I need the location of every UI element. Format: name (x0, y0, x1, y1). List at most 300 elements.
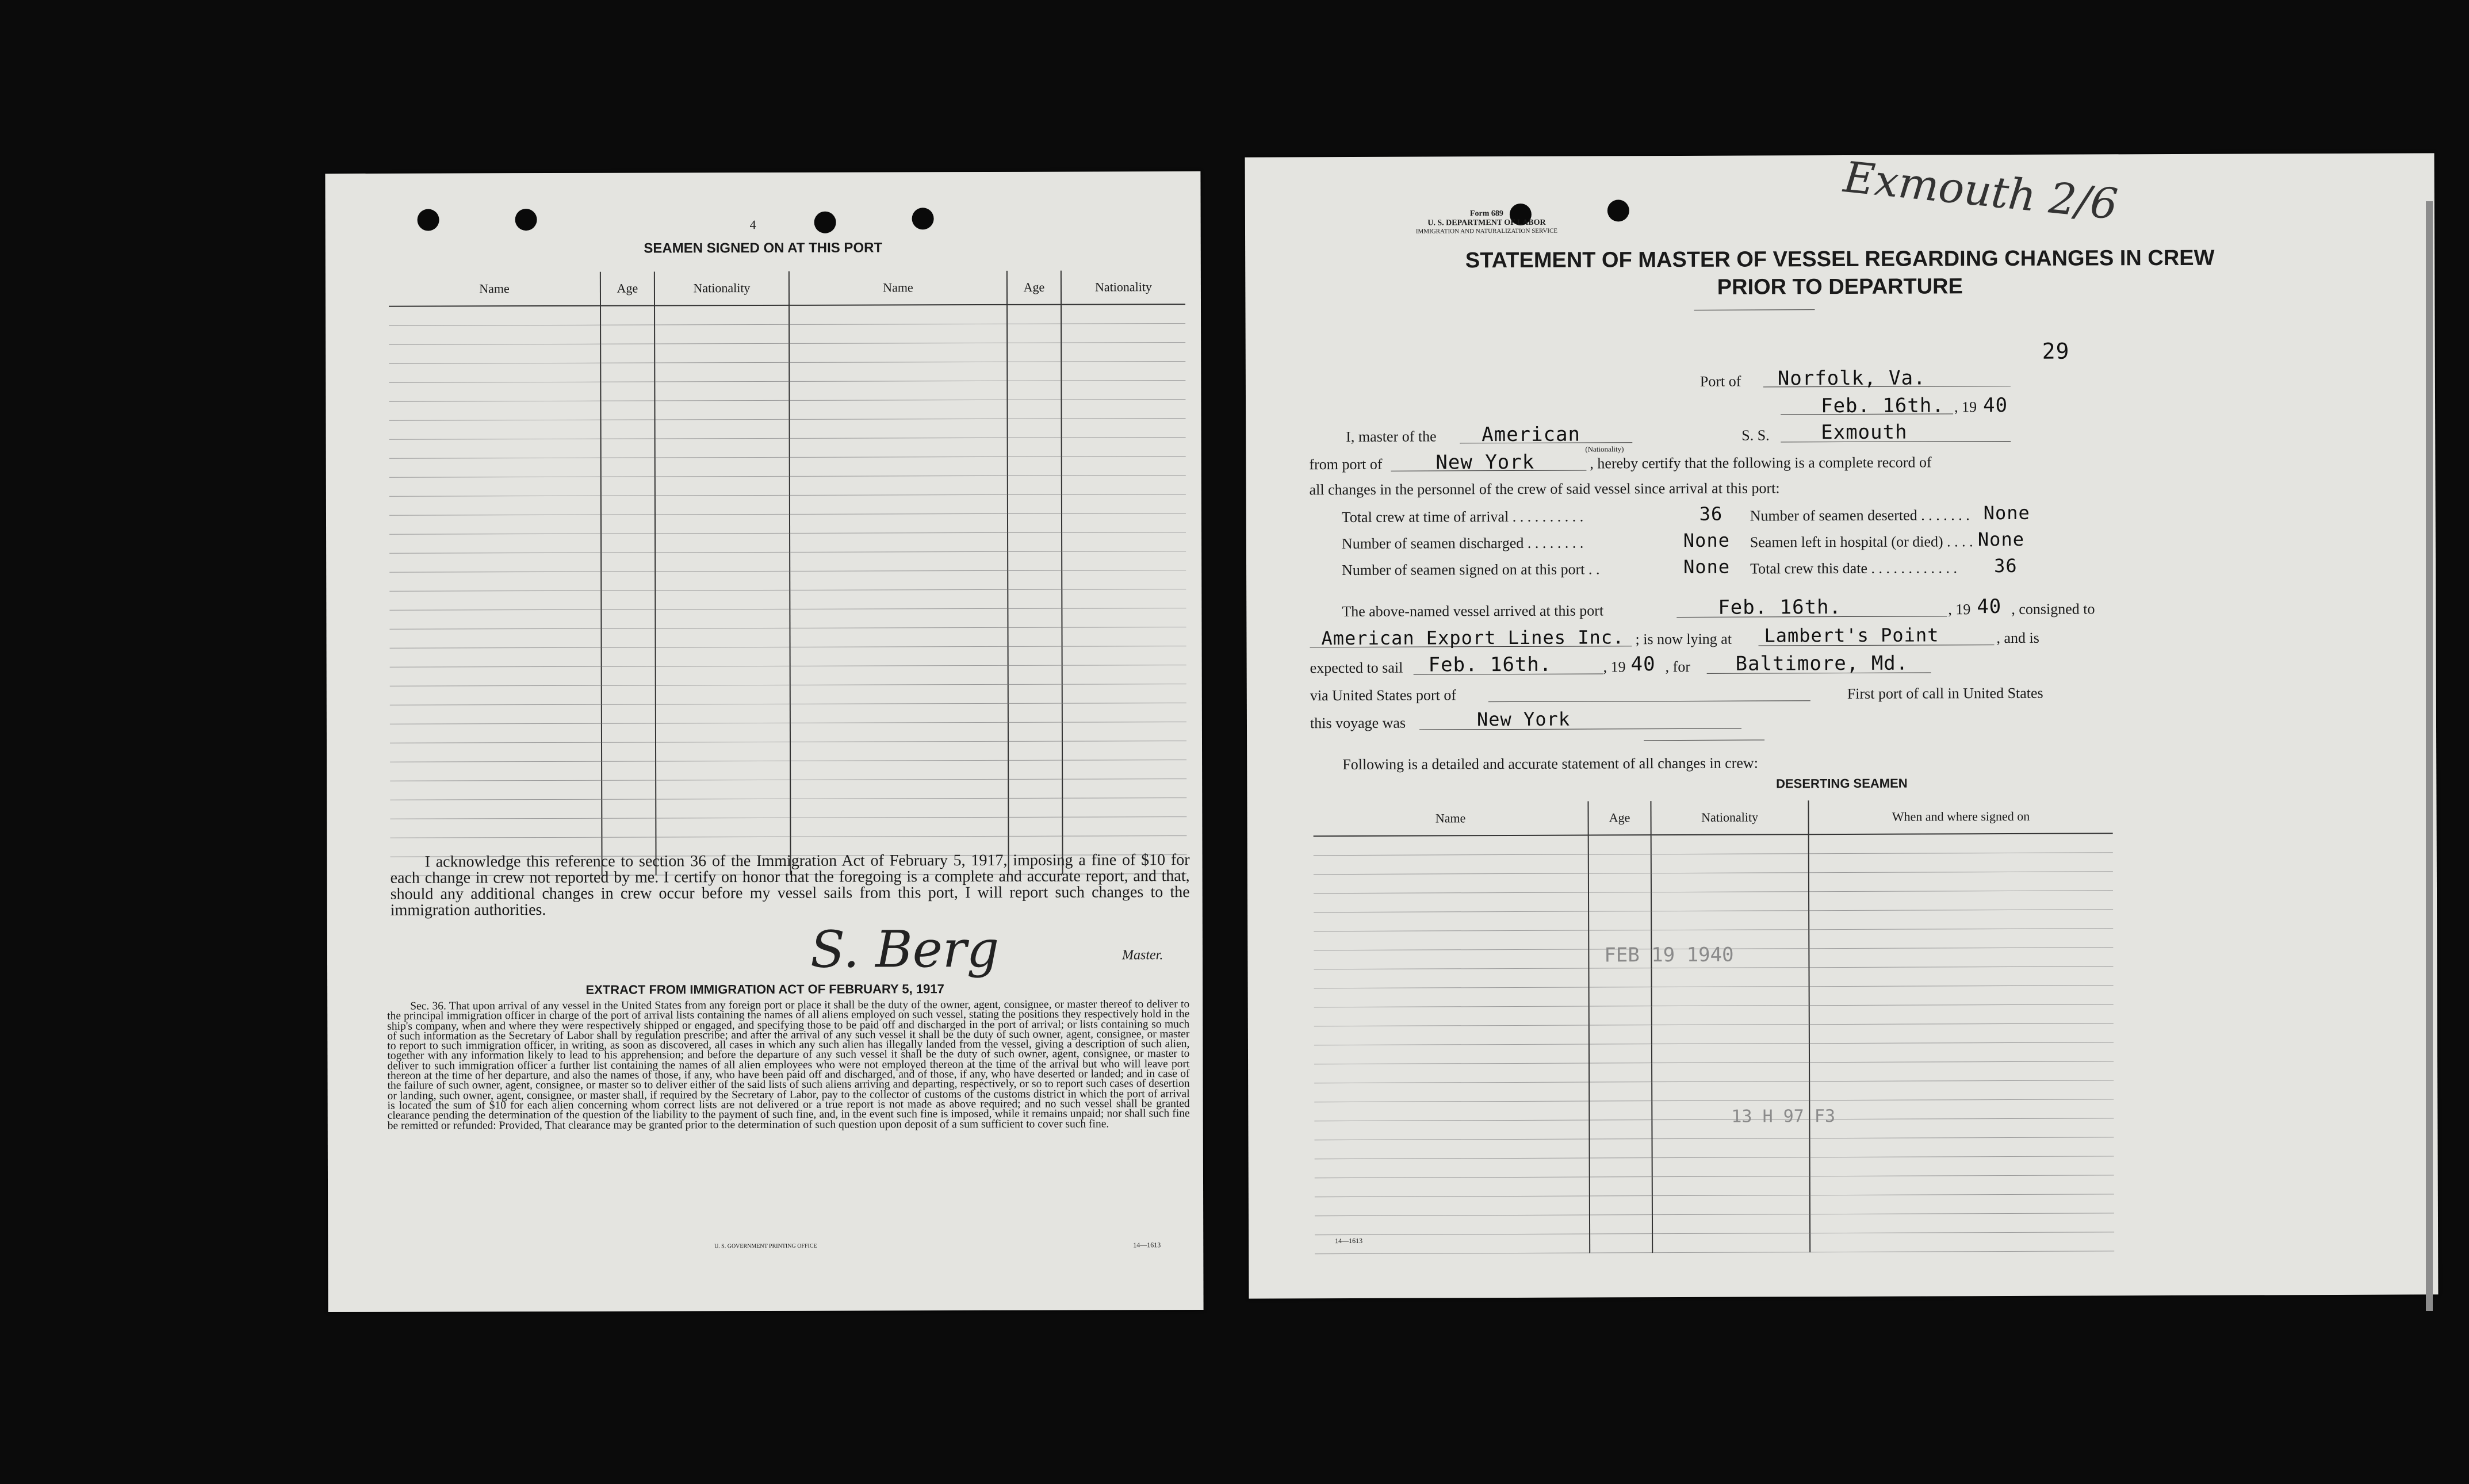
table-cell (1008, 646, 1062, 665)
table-cell (390, 723, 602, 743)
table-cell (1008, 589, 1062, 608)
signed-on-table (389, 270, 1187, 876)
table-cell (655, 552, 790, 572)
table-cell (1652, 987, 1809, 1006)
table-cell (389, 439, 601, 458)
table-cell (790, 589, 1008, 609)
table-cell (1315, 1139, 1590, 1159)
table-cell (1809, 1061, 2114, 1082)
table-cell (1008, 760, 1062, 779)
table-cell (1008, 817, 1062, 836)
punch-hole (515, 209, 537, 231)
table-cell (1588, 854, 1651, 873)
table-cell (790, 513, 1008, 533)
table-row (389, 457, 1186, 478)
table-cell (1589, 1101, 1652, 1120)
table-row (390, 760, 1186, 781)
table-cell (1314, 854, 1588, 875)
table-cell (1314, 930, 1588, 950)
table-row (389, 362, 1185, 383)
table-cell (1652, 1044, 1809, 1063)
table-row (1314, 986, 2114, 1007)
table-cell (1062, 457, 1186, 476)
master-of-label: I, master of the (1346, 428, 1437, 446)
table-cell (1314, 1101, 1589, 1121)
table-cell (602, 666, 656, 685)
table-cell (1588, 873, 1651, 892)
table-cell (602, 742, 656, 761)
col-name-2: Name (789, 271, 1007, 305)
table-cell (1589, 1120, 1652, 1139)
arrived-value: Feb. 16th. (1718, 595, 1842, 619)
certify-text: , hereby certify that the following is a complete record of (1590, 454, 1932, 472)
extract-title: EXTRACT FROM IMMIGRATION ACT OF FEBRUARY 5, 1917 (585, 981, 944, 997)
table-cell (1810, 1194, 2114, 1214)
table-cell (389, 477, 601, 496)
table-row (1315, 1194, 2114, 1216)
table-cell (1315, 1177, 1590, 1197)
table-cell (1809, 910, 2113, 930)
table-cell (1810, 1156, 2114, 1176)
table-cell (602, 761, 656, 780)
table-cell (602, 647, 656, 666)
table-cell (389, 458, 601, 477)
table-cell (790, 817, 1008, 837)
stat-value: None (1977, 528, 2024, 551)
table-cell (1809, 967, 2113, 987)
table-cell (790, 741, 1008, 761)
table-cell (790, 646, 1008, 666)
via-label: via United States port of (1310, 687, 1457, 704)
col-age: Age (1588, 801, 1651, 835)
table-cell (601, 477, 655, 496)
table-cell (1652, 1195, 1810, 1215)
table-cell (1651, 834, 1809, 854)
col-nationality: Nationality (1651, 800, 1808, 835)
table-cell (1810, 1213, 2114, 1233)
table-cell (1315, 1158, 1590, 1178)
table-cell (1590, 1215, 1652, 1234)
punch-hole (1607, 200, 1629, 221)
lying-value: Lambert's Point (1764, 624, 1939, 647)
table-cell (1061, 362, 1185, 381)
table-row (1314, 872, 2113, 894)
table-cell (1062, 513, 1186, 533)
table-cell (1008, 457, 1062, 476)
table-cell (601, 496, 655, 515)
table-row (1315, 1213, 2114, 1235)
table-cell (790, 494, 1008, 514)
table-cell (656, 780, 790, 799)
table-cell (1062, 703, 1186, 723)
table-cell (654, 381, 789, 401)
table-cell (389, 382, 600, 401)
table-cell (601, 420, 655, 439)
table-row (1315, 1175, 2114, 1197)
table-cell (655, 419, 790, 439)
table-row (1315, 1232, 2114, 1254)
for-label: , for (1665, 658, 1691, 676)
table-cell (789, 305, 1007, 324)
table-cell (1589, 1082, 1652, 1101)
table-cell (790, 457, 1008, 476)
punch-hole (912, 208, 934, 229)
table-cell (1007, 343, 1061, 362)
table-cell (1314, 1063, 1589, 1083)
table-cell (1062, 760, 1186, 780)
col-nationality-2: Nationality (1061, 270, 1185, 305)
table-cell (656, 704, 790, 723)
title-rule (1694, 309, 1815, 310)
stat-label: Number of seamen deserted . . . . . . . (1750, 507, 1970, 524)
table-row (389, 343, 1185, 364)
via-rule (1488, 700, 1810, 702)
table-cell (602, 799, 656, 818)
table-cell (655, 628, 790, 647)
table-cell (389, 515, 601, 534)
table-row (390, 722, 1186, 743)
table-cell (654, 343, 789, 363)
table-cell (1061, 343, 1185, 362)
table-cell (655, 514, 790, 534)
table-cell (1809, 1023, 2114, 1044)
table-cell (656, 761, 790, 780)
table-cell (601, 609, 655, 628)
table-cell (389, 590, 601, 610)
table-row (390, 779, 1186, 800)
table-row (390, 798, 1186, 819)
table-cell (1809, 853, 2113, 873)
table-cell (1008, 476, 1062, 494)
table-row (1314, 1099, 2114, 1121)
table-row (1314, 1042, 2114, 1064)
table-cell (789, 381, 1007, 400)
table-cell (656, 647, 790, 666)
table-row (1314, 1004, 2114, 1026)
table-row (389, 381, 1185, 402)
table-cell (1062, 779, 1186, 799)
table-row (1314, 853, 2113, 875)
from-port-label: from port of (1309, 455, 1383, 473)
table-cell (654, 362, 789, 382)
table-row (389, 476, 1186, 497)
table-cell (1590, 1158, 1652, 1177)
handwritten-note: Exmouth 2/6 (1841, 152, 2120, 230)
table-cell (1590, 1234, 1652, 1253)
table-cell (601, 458, 655, 477)
table-row (390, 665, 1186, 687)
col-age-2: Age (1007, 271, 1061, 305)
table-cell (1008, 665, 1062, 684)
table-cell (1809, 891, 2113, 911)
punch-hole (814, 212, 836, 233)
table-cell (389, 420, 601, 439)
table-cell (601, 534, 655, 553)
table-cell (389, 572, 601, 591)
table-cell (1062, 532, 1186, 552)
table-cell (1007, 305, 1061, 324)
lying-label: ; is now lying at (1635, 630, 1732, 648)
table-row (389, 400, 1185, 421)
table-cell (790, 551, 1008, 571)
table-cell (1588, 835, 1651, 854)
table-cell (389, 609, 601, 629)
table-cell (1062, 798, 1186, 818)
table-row (390, 817, 1186, 838)
punch-hole (418, 209, 439, 231)
col-name: Name (1313, 802, 1588, 837)
table-cell (602, 780, 656, 799)
table-cell (790, 760, 1008, 780)
table-cell (390, 818, 602, 838)
page-number: 4 (749, 217, 756, 232)
col-age: Age (600, 271, 654, 305)
table-row (389, 627, 1186, 649)
table-cell (655, 533, 790, 553)
table-row (1314, 1118, 2114, 1140)
table-row (1315, 1137, 2114, 1159)
form-code: 14—1613 (1133, 1241, 1161, 1249)
table-cell (390, 685, 602, 705)
table-cell (789, 324, 1007, 343)
ship-value: Exmouth (1821, 420, 1908, 444)
stat-value: None (1983, 501, 2030, 524)
table-cell (601, 515, 655, 534)
table-cell (601, 590, 655, 609)
table-cell (790, 722, 1008, 742)
table-cell (1651, 968, 1809, 987)
table-cell (1007, 324, 1061, 343)
stat-value: None (1683, 529, 1731, 551)
table-cell (602, 704, 656, 723)
table-row (1314, 967, 2113, 988)
table-cell (789, 400, 1007, 419)
table-cell (790, 438, 1008, 457)
table-cell (790, 798, 1008, 818)
deserting-seamen-table (1313, 799, 2114, 1254)
table-row (390, 741, 1186, 762)
table-cell (1809, 1042, 2114, 1063)
expected-label: expected to sail (1310, 659, 1403, 677)
table-cell (1652, 1138, 1810, 1158)
ss-label: S. S. (1741, 427, 1770, 444)
stat-label: Seamen left in hospital (or died) . . . . (1750, 533, 1973, 551)
stat-label: Number of seamen signed on at this port . . (1341, 561, 1600, 579)
table-cell (1314, 1082, 1589, 1102)
table-cell (1652, 1006, 1809, 1025)
table-cell (1651, 911, 1809, 930)
table-cell (602, 685, 656, 704)
port-value: Norfolk, Va. (1777, 366, 1926, 390)
table-cell (1008, 722, 1062, 741)
table-cell (1810, 1137, 2114, 1157)
table-cell (1062, 551, 1186, 571)
table-row (389, 438, 1186, 459)
table-cell (1062, 608, 1186, 628)
table-cell (1315, 1215, 1590, 1235)
table-cell (389, 628, 601, 648)
table-cell (1061, 381, 1185, 400)
table-cell (1008, 419, 1062, 438)
first-port-label: First port of call in United States (1847, 684, 2043, 702)
table-cell (656, 666, 790, 685)
table-cell (1007, 381, 1061, 400)
col-nationality: Nationality (654, 271, 789, 306)
table-cell (1062, 684, 1186, 704)
table-cell (1809, 1004, 2114, 1025)
table-cell (1062, 476, 1186, 495)
form-number: Form 689 (1469, 209, 1503, 218)
table-cell (654, 305, 789, 325)
table-cell (1008, 798, 1062, 817)
voyage-value: New York (1476, 708, 1571, 731)
table-cell (656, 818, 790, 837)
table-cell (1810, 1232, 2114, 1252)
stat-label: Number of seamen discharged . . . . . . . . (1341, 534, 1584, 553)
table-row (1314, 891, 2113, 912)
table-cell (1062, 589, 1186, 609)
received-date-stamp: FEB 19 1940 (1604, 943, 1734, 967)
table-cell (1314, 1044, 1589, 1064)
table-cell (1008, 779, 1062, 798)
table-cell (1062, 494, 1186, 514)
left-page (325, 171, 1203, 1312)
table-cell (389, 534, 601, 553)
table-cell (655, 609, 790, 628)
table-cell (1314, 873, 1588, 894)
table-cell (1314, 1025, 1589, 1045)
table-cell (790, 476, 1008, 495)
table-cell (1008, 703, 1062, 722)
table-cell (600, 401, 654, 420)
stat-value: 36 (1699, 503, 1723, 525)
table-cell (389, 553, 601, 572)
table-cell (1588, 892, 1651, 911)
table-cell (389, 325, 600, 344)
table-row (1314, 910, 2113, 931)
table-cell (655, 571, 790, 590)
table-cell (602, 723, 656, 742)
table-cell (390, 647, 602, 667)
table-cell (1590, 1196, 1652, 1215)
col-name: Name (389, 272, 600, 306)
table-row (389, 532, 1186, 554)
table-cell (1061, 324, 1185, 343)
table-row (389, 304, 1185, 325)
binder-edge (2426, 201, 2433, 1311)
table-cell (600, 344, 654, 363)
stat-value: None (1683, 555, 1731, 578)
form-code: 14—1613 (1335, 1236, 1363, 1245)
destination-value: Baltimore, Md. (1735, 651, 1909, 676)
table-cell (654, 324, 789, 344)
table-cell (790, 684, 1008, 704)
port-label: Port of (1699, 373, 1741, 390)
following-label: Following is a detailed and accurate statement of all changes in crew: (1342, 754, 1758, 773)
table-cell (601, 572, 655, 590)
table-row (389, 419, 1186, 440)
acknowledgement-text: I acknowledge this reference to section 36 of the Immigration Act of February 5, 1917, imposing a fine of $10 for each change in crew not reported by me. I certify on honor that the foregoing is a complete and accurate report, and that, should any additional changes in crew occur before my vessel sails from this port, I will report such changes to the immigration authorities. (390, 851, 1190, 919)
table-cell (1590, 1139, 1652, 1158)
table-row (1314, 1080, 2114, 1102)
table-cell (789, 343, 1007, 362)
table-cell (390, 761, 602, 781)
table-cell (1809, 1099, 2114, 1119)
table-cell (1314, 892, 1588, 912)
table-cell (601, 439, 655, 458)
table-row (389, 551, 1186, 573)
table-cell (389, 401, 600, 420)
table-cell (1314, 949, 1588, 969)
table-cell (1652, 1063, 1809, 1082)
table-cell (601, 628, 655, 647)
table-cell (1314, 1120, 1589, 1140)
sail-value: Feb. 16th. (1428, 653, 1552, 677)
table-cell (1588, 968, 1651, 987)
table-cell (1007, 400, 1061, 419)
certify-text-2: all changes in the personnel of the crew of said vessel since arrival at this port: (1309, 480, 1780, 498)
table-cell (656, 742, 790, 761)
table-cell (1651, 873, 1809, 892)
table-cell (790, 779, 1008, 799)
table-cell (1589, 1025, 1652, 1044)
table-cell (390, 799, 602, 819)
arrived-year: , 19 (1948, 601, 1971, 618)
table-cell (389, 306, 600, 325)
col-when-where: When and where signed on (1808, 799, 2112, 834)
table-cell (1589, 1006, 1652, 1025)
table-cell (1589, 987, 1652, 1006)
table-cell (1651, 854, 1809, 873)
table-cell (600, 382, 654, 401)
year-value: 40 (1982, 393, 2008, 417)
table-row (1314, 1061, 2114, 1083)
table-cell (601, 553, 655, 572)
table-row (1314, 1023, 2114, 1045)
deserting-heading: DESERTING SEAMEN (1776, 776, 1908, 791)
table-cell (1062, 741, 1186, 761)
table-cell (655, 590, 790, 609)
and-is-label: , and is (1996, 629, 2039, 647)
sail-year: , 19 (1603, 658, 1626, 676)
right-page (1245, 153, 2439, 1298)
table-cell (655, 438, 790, 458)
arrived-year-value: 40 (1977, 595, 2002, 619)
table-row (1315, 1156, 2114, 1178)
table-cell (1061, 400, 1185, 419)
table-cell (790, 665, 1008, 685)
table-cell (1062, 419, 1186, 438)
table-cell (1062, 722, 1186, 742)
table-cell (1809, 929, 2113, 949)
table-cell (389, 496, 601, 515)
table-row (390, 646, 1186, 668)
table-heading: SEAMEN SIGNED ON AT THIS PORT (644, 240, 883, 256)
table-cell (655, 495, 790, 515)
table-cell (1810, 1175, 2114, 1195)
table-cell (655, 457, 790, 477)
table-cell (790, 532, 1008, 552)
table-cell (1315, 1196, 1590, 1216)
table-cell (1652, 1233, 1810, 1253)
received-code-stamp: 13 H 97 F3 (1731, 1106, 1836, 1127)
table-cell (390, 780, 602, 800)
table-cell (1809, 986, 2114, 1006)
table-cell (1314, 968, 1588, 988)
table-cell (1590, 1177, 1652, 1196)
table-cell (1588, 911, 1651, 930)
sheet-number: 29 (2042, 338, 2070, 364)
